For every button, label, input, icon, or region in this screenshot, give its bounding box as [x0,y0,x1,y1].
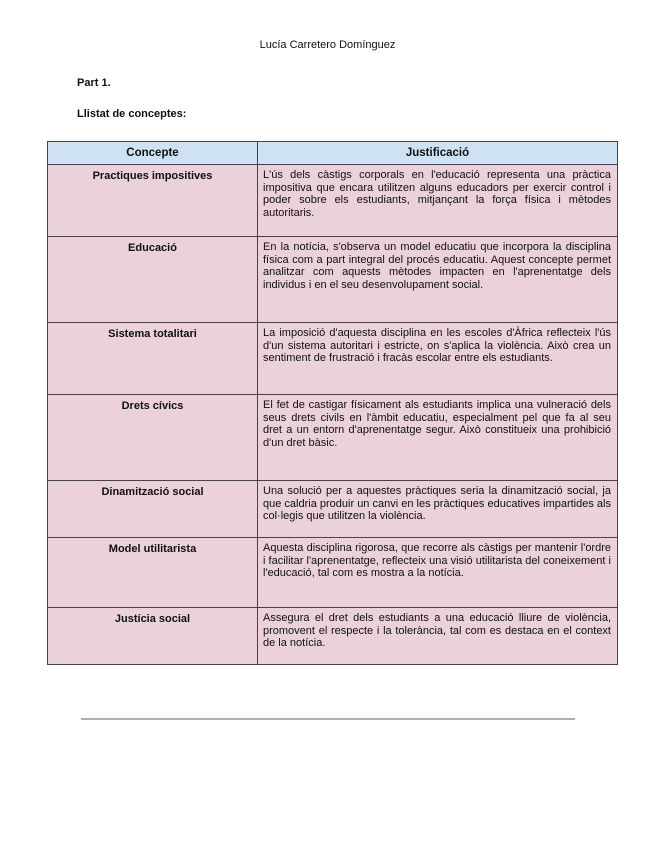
concept-cell: Drets cívics [48,395,258,481]
concept-cell: Justícia social [48,608,258,665]
column-header-concept: Concepte [48,142,258,165]
table-row [48,538,618,608]
concept-cell: Sistema totalitari [48,323,258,395]
table-row [48,481,618,538]
concept-cell: Model utilitarista [48,538,258,608]
table-row [48,608,618,665]
justification-cell: Una solució per a aquestes pràctiques seria la dinamització social, ja que caldria produir un canvi en les pràctiques educatives impartides als col·legis que utilitzen la violència. [258,481,618,538]
table-row [48,237,618,323]
justification-cell: Assegura el dret dels estudiants a una educació lliure de violència, promovent el respecte i la tolerància, tal com es destaca en el context de la notícia. [258,608,618,665]
justification-cell: En la notícia, s'observa un model educatiu que incorpora la disciplina física com a part integral del procés educatiu. Aquest concepte permet analitzar com aquests mètodes impacten en l'aprenentatge dels individus i en el seu desenvolupament social. [258,237,618,323]
table-header-row [48,142,618,165]
concept-list-title: Llistat de conceptes: [77,108,187,120]
table-row [48,165,618,237]
justification-cell: La imposició d'aquesta disciplina en les escoles d'Àfrica reflecteix l'ús d'un sistema autoritari i estricte, on s'aplica la violència. Això crea un sentiment de frustració i fracàs escolar entre els estudiants. [258,323,618,395]
table-row [48,395,618,481]
concept-cell: Dinamització social [48,481,258,538]
justification-cell: Aquesta disciplina rigorosa, que recorre als càstigs per mantenir l'ordre i facilitar l'aprenentatge, reflecteix una visió utilitarista del coneixement i l'educació, tal com es mostra a la notícia. [258,538,618,608]
horizontal-divider [81,718,575,720]
table-row [48,323,618,395]
author-name: Lucía Carretero Domínguez [259,39,396,51]
concepts-table [47,141,618,665]
justification-cell: L'ús dels càstigs corporals en l'educació representa una pràctica impositiva que encara utilitzen alguns educadors per exercir control i poder sobre els estudiants, mitjançant la força física i mètodes autoritaris. [258,165,618,237]
justification-cell: El fet de castigar físicament als estudiants implica una vulneració dels seus drets civils en l'àmbit educatiu, especialment pel que fa al seu dret a un entorn d'aprenentatge segur. Això constitueix una prohibició d'un dret bàsic. [258,395,618,481]
concept-cell: Practiques impositives [48,165,258,237]
column-header-justification: Justificació [258,142,618,165]
part-heading: Part 1. [77,77,111,89]
concept-cell: Educació [48,237,258,323]
